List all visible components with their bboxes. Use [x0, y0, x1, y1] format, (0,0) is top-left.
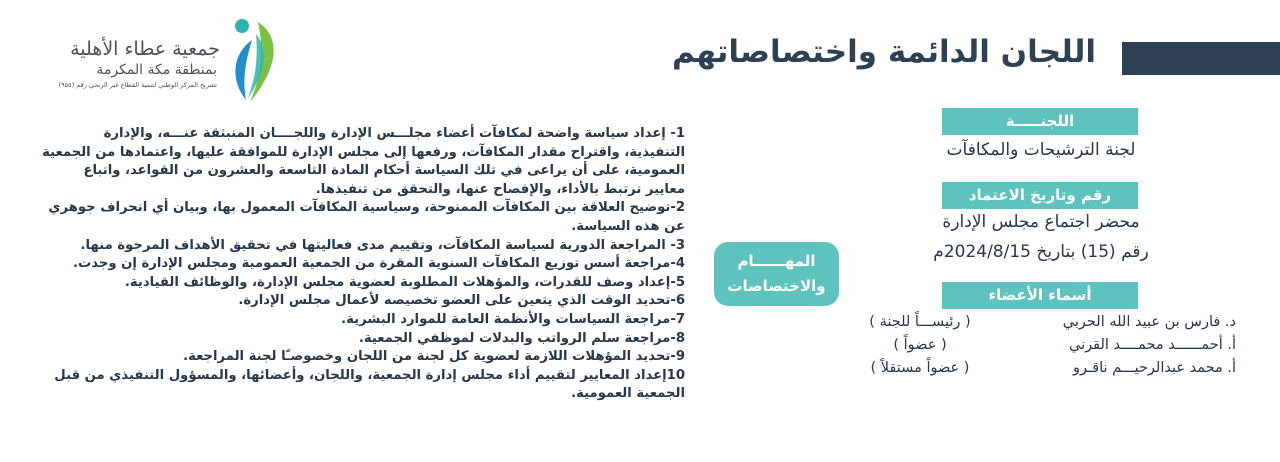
logo-name: جمعية عطاء الأهلية: [70, 38, 220, 60]
tasks-list: [40, 125, 685, 404]
page-title: اللجان الدائمة واختصاصاتهم: [671, 34, 1096, 70]
approval-line-1: محضر اجتماع مجلس الإدارة: [942, 212, 1140, 232]
member-row: [850, 314, 1236, 337]
tasks-label: [714, 242, 839, 306]
members-label: أسماء الأعضاء: [942, 282, 1138, 309]
task-item: 3- المراجعة الدورية لسياسة المكافآت، وتقييم مدى فعاليتها في تحقيق الأهداف المرجوة منها.: [80, 237, 685, 253]
task-item: 10إعداد المعايير لتقييم أداء مجلس إدارة الجمعية، واللجان، وأعضائها، والمسؤول التنفيذي من قبل الجمعية العمومية.: [54, 367, 685, 402]
task-item: 2-توضيح العلاقة بين المكافآت الممنوحة، وسياسية المكافآت المعمول بها، وبيان أي انحراف جوهري عن هذه السياسة.: [48, 200, 685, 234]
task-item: 1- إعداد سياسة واضحة لمكافآت أعضاء مجلـــس الإدارة واللجــــان المنبثقة عنـــه، والإدارة التنفيذية، واقتراح مقدار المكافآت، ورفعها إلى مجلس الإدارة للموافقة عليها، واعتمادها من الجمعية العمومية، على أن يراعى في تلك السياسة أحكام المادة التاسعة والعشرون من القواعد، واتباع معايير ترتبط بالأداء، والإفصاح عنها، والتحقق من تنفيذها.: [42, 126, 685, 197]
committee-label: اللجنـــــة: [942, 108, 1138, 135]
member-row: [850, 360, 1236, 383]
task-item: 9-تحديد المؤهلات اللازمة لعضوية كل لجنة من اللجان وخصوصـًا لجنة المراجعة.: [183, 349, 685, 365]
member-row: [850, 337, 1236, 360]
logo: [40, 18, 280, 108]
header-accent-bar: [1122, 42, 1280, 75]
member-name: أ. محمد عبدالرحيـــم ناقـرو: [1072, 360, 1236, 376]
task-item: 8-مراجعة سلم الرواتب والبدلات لموظفي الجمعية.: [358, 330, 685, 346]
tasks-label-line-2: والاختصاصات: [727, 277, 826, 295]
member-name: أ. أحمــــــد محمــــد القرني: [1069, 337, 1236, 353]
members-list: [850, 314, 1236, 383]
task-item: 4-مراجعة أسس توزيع المكافآت السنوية المقرة من الجمعية العمومية ومجلس الإدارة إن وجدت.: [72, 256, 685, 272]
task-item: 7-مراجعة السياسات والأنظمة العامة للموارد البشرية.: [341, 311, 685, 327]
member-role: ( عضواً ): [893, 337, 947, 353]
tasks-label-line-1: المهــــــام: [737, 252, 816, 270]
member-role: ( رئيســـاً للجنة ): [869, 314, 971, 330]
task-item: 6-تحديد الوقت الذي يتعين على العضو تخصيصه لأعمال مجلس الإدارة.: [238, 293, 685, 309]
member-name: د. فارس بن عبيد الله الحربي: [1062, 314, 1236, 330]
member-role: ( عضواً مستقلاً ): [870, 360, 970, 376]
logo-leaf-icon: [228, 18, 282, 104]
task-item: 5-إعداد وصف للقدرات، والمؤهلات المطلوبة لعضوية مجلس الإدارة، والوظائف القيادية.: [124, 274, 685, 290]
logo-license: تصريح المركز الوطني لتنمية القطاع غير الربحي رقم (٩٥٥): [58, 81, 217, 89]
committee-name: لجنة الترشيحات والمكافآت: [946, 140, 1136, 160]
approval-label: رقم وتاريخ الاعتماد: [942, 182, 1138, 209]
logo-region: بمنطقة مكة المكرمة: [96, 62, 217, 78]
approval-line-2: رقم (15) بتاريخ 2024/8/15م: [933, 242, 1149, 262]
